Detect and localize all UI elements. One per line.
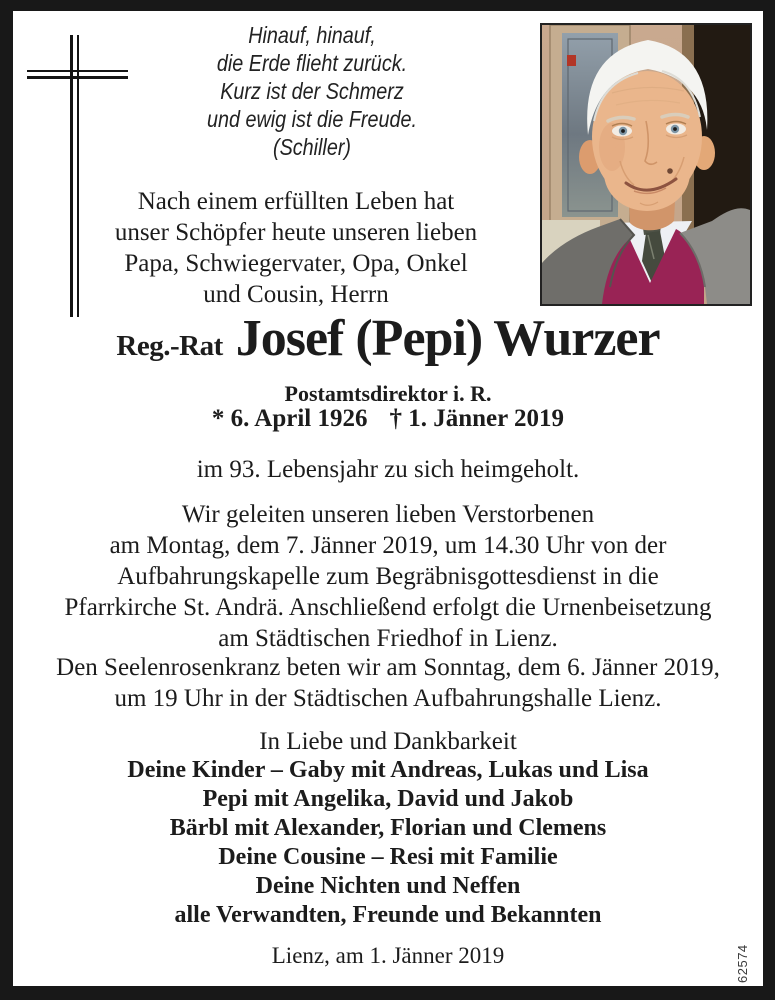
funeral-line: am Städtischen Friedhof in Lienz.	[218, 625, 558, 652]
life-dates	[13, 405, 763, 433]
deceased-name-row	[13, 309, 763, 368]
birth-date: * 6. April 1926	[211, 405, 368, 432]
intro-line: und Cousin, Herrn	[203, 281, 389, 308]
poem-line: die Erde flieht zurück.	[216, 50, 408, 76]
mourner-line: Deine Nichten und Neffen	[255, 873, 521, 899]
intro-text	[36, 186, 556, 310]
deceased-name: Josef (Pepi) Wurzer	[235, 310, 660, 367]
mourner-line: Pepi mit Angelika, David und Jakob	[202, 786, 574, 812]
cross-horizontal-bar	[27, 70, 128, 79]
poem-line: Hinauf, hinauf,	[248, 22, 376, 48]
reference-number: 62574	[735, 944, 750, 983]
passing-line: im 93. Lebensjahr zu sich heimgeholt.	[196, 456, 580, 483]
mourner-line: alle Verwandten, Freunde und Bekannten	[174, 902, 602, 928]
deceased-title-prefix: Reg.-Rat	[116, 330, 223, 362]
poem-line: und ewig ist die Freude.	[206, 106, 418, 132]
rosary-line: um 19 Uhr in der Städtischen Aufbahrungshalle Lienz.	[114, 685, 662, 712]
funeral-line: Pfarrkirche St. Andrä. Anschließend erfolgt die Urnenbeisetzung	[64, 594, 712, 621]
intro-line: Papa, Schwiegervater, Opa, Onkel	[124, 250, 468, 277]
obituary-paper	[13, 11, 763, 986]
portrait-illustration	[542, 25, 750, 304]
place-date-line: Lienz, am 1. Jänner 2019	[271, 943, 505, 968]
death-date: † 1. Jänner 2019	[389, 405, 565, 432]
rosary-line: Den Seelenrosenkranz beten wir am Sonntag, dem 6. Jänner 2019,	[56, 654, 720, 681]
funeral-line: Aufbahrungskapelle zum Begräbnisgottesdienst in die	[117, 563, 659, 590]
rosary-details	[13, 652, 763, 714]
funeral-line: am Montag, dem 7. Jänner 2019, um 14.30 Uhr von der	[109, 532, 667, 559]
mourners-list	[13, 756, 763, 930]
mourner-line: Deine Cousine – Resi mit Familie	[218, 844, 558, 870]
poem-line: Kurz ist der Schmerz	[220, 78, 404, 104]
deceased-profession: Postamtsdirektor i. R.	[284, 381, 492, 406]
intro-line: Nach einem erfüllten Leben hat	[137, 188, 455, 215]
intro-line: unser Schöpfer heute unseren lieben	[114, 219, 478, 246]
mourner-line: Deine Kinder – Gaby mit Andreas, Lukas und Lisa	[127, 757, 649, 783]
poem-attribution: (Schiller)	[272, 134, 352, 160]
poem-quote	[140, 21, 484, 161]
mourner-line: Bärbl mit Alexander, Florian und Clemens	[169, 815, 607, 841]
funeral-line: Wir geleiten unseren lieben Verstorbenen	[181, 501, 595, 528]
gratitude-line: In Liebe und Dankbarkeit	[259, 728, 517, 755]
funeral-details	[13, 499, 763, 654]
portrait-photo	[540, 23, 752, 306]
